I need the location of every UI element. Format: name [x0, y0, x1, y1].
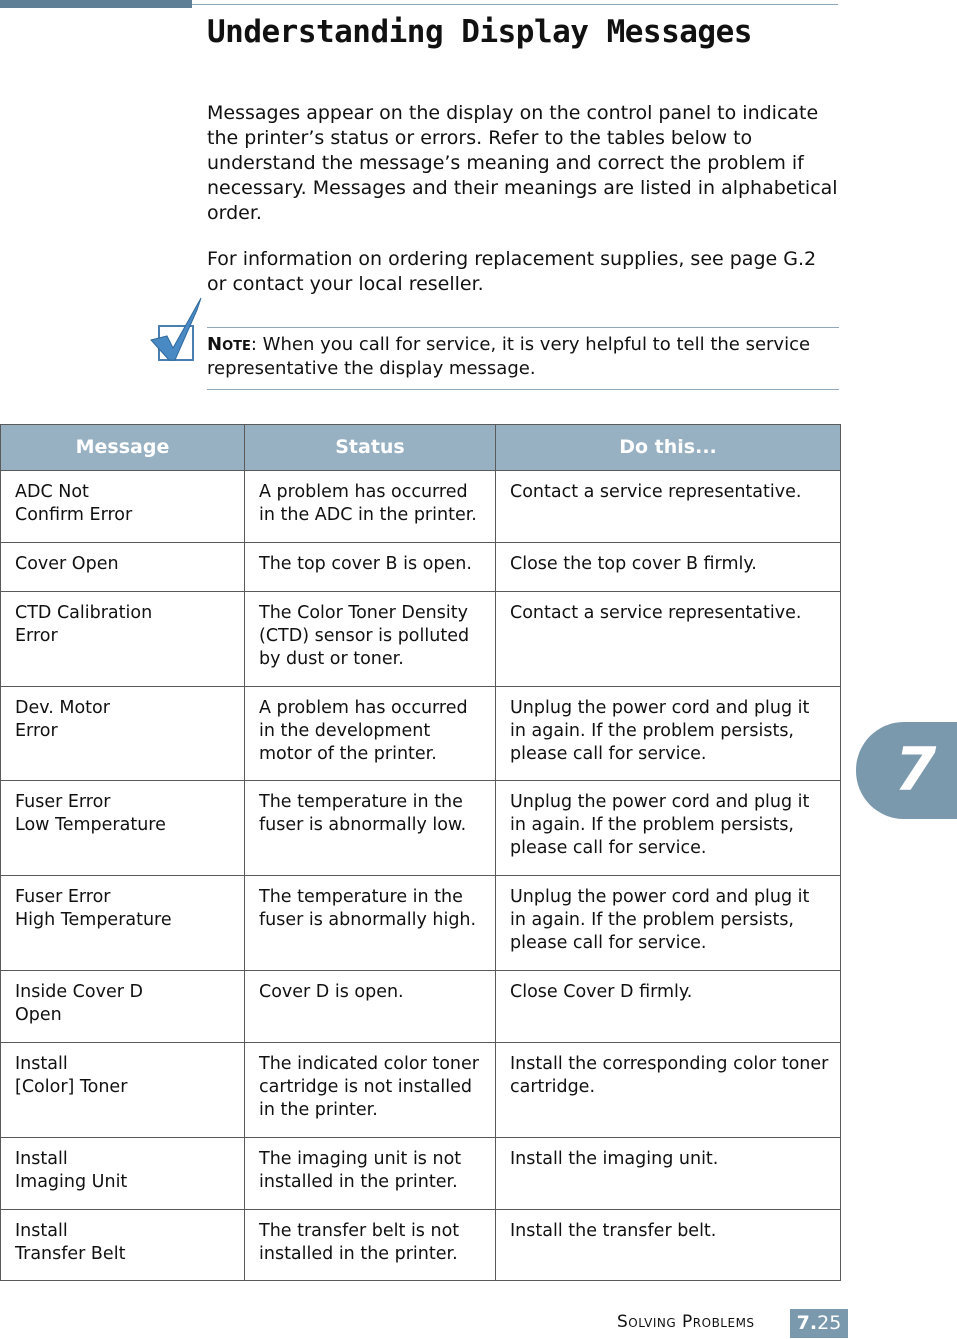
status-cell: The transfer belt is not installed in the printer.: [245, 1210, 496, 1281]
message-cell: Fuser Error High Temperature: [1, 876, 245, 971]
table-row: [1, 1138, 841, 1210]
table-row: [1, 971, 841, 1043]
column-header-status: Status: [245, 425, 496, 471]
action-cell: Install the transfer belt.: [496, 1210, 841, 1281]
status-cell: The temperature in the fuser is abnormally low.: [245, 781, 496, 876]
action-cell: Unplug the power cord and plug it in again. If the problem persists, please call for service.: [496, 781, 841, 876]
table-row: [1, 543, 841, 592]
page-number-badge: [790, 1309, 848, 1338]
note-label: Note: [207, 334, 251, 355]
action-cell: Unplug the power cord and plug it in again. If the problem persists, please call for service.: [496, 876, 841, 971]
table-row: [1, 1043, 841, 1138]
note-body: : When you call for service, it is very helpful to tell the service representative the display message.: [207, 334, 811, 379]
page-chapter-number: 7.: [796, 1312, 818, 1334]
table-header-row: [1, 425, 841, 471]
message-cell: CTD Calibration Error: [1, 592, 245, 687]
status-cell: The indicated color toner cartridge is not installed in the printer.: [245, 1043, 496, 1138]
note-top-rule: [207, 327, 839, 328]
note-bottom-rule: [207, 389, 839, 390]
supplies-paragraph: For information on ordering replacement supplies, see page G.2 or contact your local reseller.: [207, 248, 817, 295]
message-cell: Install Transfer Belt: [1, 1210, 245, 1281]
chapter-tab: 7: [856, 722, 957, 819]
status-cell: The top cover B is open.: [245, 543, 496, 592]
status-cell: The Color Toner Density (CTD) sensor is polluted by dust or toner.: [245, 592, 496, 687]
action-cell: Install the corresponding color toner cartridge.: [496, 1043, 841, 1138]
action-cell: Contact a service representative.: [496, 592, 841, 687]
message-cell: Install Imaging Unit: [1, 1138, 245, 1210]
action-cell: Install the imaging unit.: [496, 1138, 841, 1210]
status-cell: The imaging unit is not installed in the printer.: [245, 1138, 496, 1210]
status-cell: A problem has occurred in the ADC in the printer.: [245, 471, 496, 543]
intro-paragraph: Messages appear on the display on the control panel to indicate the printer’s status or errors. Refer to the tables below to understand the message’s meaning and correct the problem if necessary. Messages and their meanings are listed in alphabetical order.: [207, 102, 838, 224]
message-cell: Dev. Motor Error: [1, 687, 245, 781]
note-text: [207, 333, 839, 381]
table-row: [1, 1210, 841, 1281]
page-number: 25: [817, 1312, 842, 1334]
top-rule: [192, 4, 838, 5]
message-cell: ADC Not Confirm Error: [1, 471, 245, 543]
page-title: Understanding Display Messages: [207, 14, 752, 50]
message-cell: Inside Cover D Open: [1, 971, 245, 1043]
checkmark-note-icon: [149, 296, 205, 364]
column-header-action: Do this...: [496, 425, 841, 471]
status-cell: A problem has occurred in the development motor of the printer.: [245, 687, 496, 781]
status-cell: The temperature in the fuser is abnormally high.: [245, 876, 496, 971]
top-accent-bar: [0, 0, 192, 8]
status-cell: Cover D is open.: [245, 971, 496, 1043]
table-row: [1, 687, 841, 781]
display-messages-table: [0, 424, 841, 1281]
table-row: [1, 781, 841, 876]
table-row: [1, 471, 841, 543]
message-cell: Install [Color] Toner: [1, 1043, 245, 1138]
message-cell: Cover Open: [1, 543, 245, 592]
action-cell: Close the top cover B firmly.: [496, 543, 841, 592]
action-cell: Close Cover D firmly.: [496, 971, 841, 1043]
action-cell: Unplug the power cord and plug it in again. If the problem persists, please call for service.: [496, 687, 841, 781]
footer-section-label: Solving Problems: [617, 1312, 755, 1332]
table-row: [1, 876, 841, 971]
action-cell: Contact a service representative.: [496, 471, 841, 543]
message-cell: Fuser Error Low Temperature: [1, 781, 245, 876]
column-header-message: Message: [1, 425, 245, 471]
table-row: [1, 592, 841, 687]
